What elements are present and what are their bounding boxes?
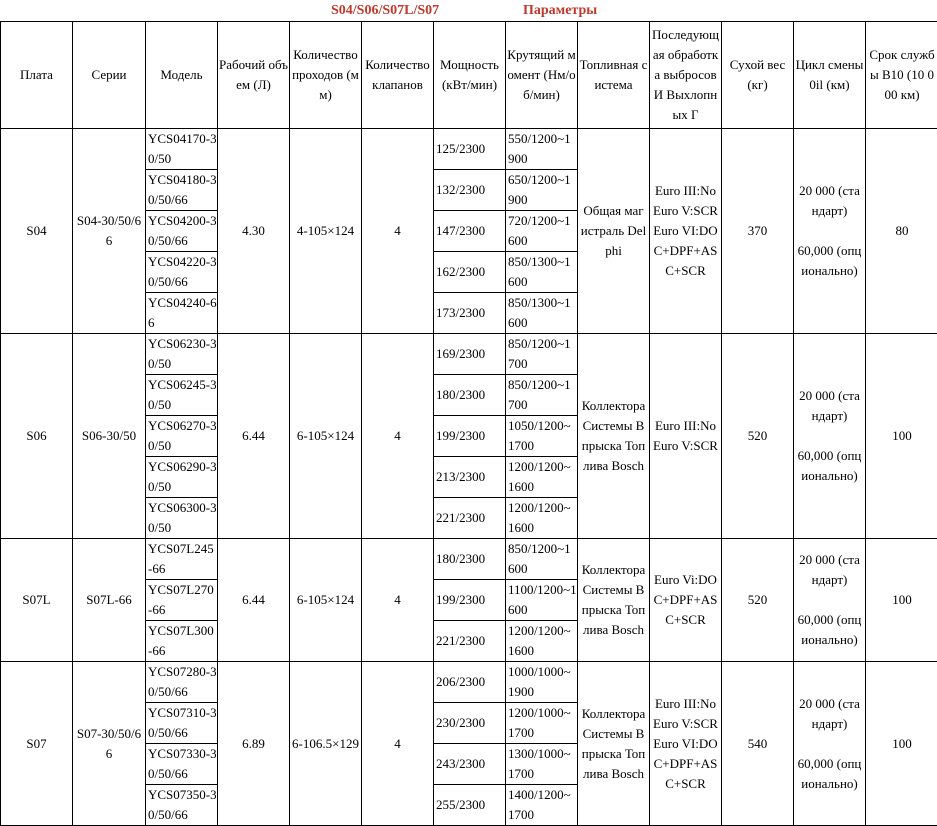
cell-emission: Euro III:No Euro V:SCR Euro VI:DOC+DPF+ASC+SCR [650,129,722,334]
cell-model: YCS07310-30/50/66 [146,703,218,744]
cell-dry-weight: 370 [722,129,794,334]
cell-power: 199/2300 [434,580,506,621]
cell-cylinders: 6-106.5×129 [290,662,362,826]
cell-torque: 1200/1200~1600 [506,498,578,539]
header-cylinders: Количество проходов (мм) [290,22,362,129]
cell-b10: 100 [866,334,937,539]
cell-model: YCS06245-30/50 [146,375,218,416]
cell-series: S07-30/50/66 [73,662,146,826]
table-body [1,129,937,826]
cell-plate: S07L [1,539,73,662]
cell-oil-cycle [794,539,866,662]
cell-plate: S04 [1,129,73,334]
header-power: Мощность (кВт/мин) [434,22,506,129]
cell-torque: 1200/1000~1700 [506,703,578,744]
header-fuel-system: Топливная система [578,22,650,129]
cell-torque: 1050/1200~1700 [506,416,578,457]
cell-power: 213/2300 [434,457,506,498]
cell-power: 147/2300 [434,211,506,252]
cell-oil-cycle [794,129,866,334]
cell-power: 206/2300 [434,662,506,703]
cell-model: YCS07350-30/50/66 [146,785,218,826]
cell-model: YCS07L300-66 [146,621,218,662]
cell-dry-weight: 520 [722,334,794,539]
oil-standard: 20 000 (стандарт) [796,181,863,221]
cell-torque: 1000/1000~1900 [506,662,578,703]
cell-valves: 4 [362,129,434,334]
cell-valves: 4 [362,539,434,662]
cell-model: YCS06300-30/50 [146,498,218,539]
cell-model: YCS06290-30/50 [146,457,218,498]
cell-emission: Euro Vi:DOC+DPF+ASC+SCR [650,539,722,662]
cell-series: S06-30/50 [73,334,146,539]
cell-torque: 850/1300~1600 [506,252,578,293]
table-row [1,129,937,170]
cell-emission: Euro III:No Euro V:SCR Euro VI:DOC+DPF+ASC+SCR [650,662,722,826]
oil-standard: 20 000 (стандарт) [796,694,863,734]
cell-model: YCS07280-30/50/66 [146,662,218,703]
oil-optional: 60,000 (опционально) [796,241,863,281]
header-model: Модель [146,22,218,129]
cell-model: YCS04180-30/50/66 [146,170,218,211]
title-models: S04/S06/S07L/S07 [331,3,439,19]
cell-torque: 650/1200~1900 [506,170,578,211]
cell-cylinders: 4-105×124 [290,129,362,334]
cell-power: 173/2300 [434,293,506,334]
cell-displacement: 4.30 [218,129,290,334]
cell-model: YCS04220-30/50/66 [146,252,218,293]
cell-fuel-system: Общая магистраль Delphi [578,129,650,334]
header-oil-cycle: Цикл смены 0il (км) [794,22,866,129]
table-row [1,334,937,375]
cell-power: 199/2300 [434,416,506,457]
cell-cylinders: 6-105×124 [290,539,362,662]
cell-model: YCS04240-66 [146,293,218,334]
oil-standard: 20 000 (стандарт) [796,386,863,426]
cell-dry-weight: 540 [722,662,794,826]
cell-oil-cycle [794,334,866,539]
cell-power: 221/2300 [434,621,506,662]
header-emission: Последующая обработка выбросов И Выхлопных Г [650,22,722,129]
header-plate: Плата [1,22,73,129]
cell-plate: S06 [1,334,73,539]
cell-b10: 100 [866,539,937,662]
cell-power: 243/2300 [434,744,506,785]
cell-power: 162/2300 [434,252,506,293]
cell-model: YCS07330-30/50/66 [146,744,218,785]
cell-oil-cycle [794,662,866,826]
cell-torque: 1200/1200~1600 [506,457,578,498]
oil-optional: 60,000 (опционально) [796,446,863,486]
header-valves: Количество клапанов [362,22,434,129]
cell-valves: 4 [362,334,434,539]
cell-torque: 850/1200~1700 [506,334,578,375]
header-series: Серии [73,22,146,129]
cell-model: YCS07L270-66 [146,580,218,621]
oil-standard: 20 000 (стандарт) [796,550,863,590]
cell-power: 169/2300 [434,334,506,375]
header-dry-weight: Сухой вес (кг) [722,22,794,129]
cell-fuel-system: Коллектора Системы Впрыска Топлива Bosch [578,539,650,662]
cell-fuel-system: Коллектора Системы Впрыска Топлива Bosch [578,334,650,539]
engine-spec-table [0,21,937,826]
cell-model: YCS06230-30/50 [146,334,218,375]
header-b10-life: Срок службы В10 (10 000 км) [866,22,937,129]
cell-power: 255/2300 [434,785,506,826]
cell-power: 132/2300 [434,170,506,211]
cell-plate: S07 [1,662,73,826]
cell-torque: 1200/1200~1600 [506,621,578,662]
cell-series: S07L-66 [73,539,146,662]
cell-torque: 1300/1000~1700 [506,744,578,785]
cell-valves: 4 [362,662,434,826]
table-row [1,539,937,580]
table-row [1,662,937,703]
cell-torque: 1400/1200~1700 [506,785,578,826]
header-displacement: Рабочий объем (Л) [218,22,290,129]
cell-displacement: 6.44 [218,539,290,662]
cell-torque: 850/1200~1700 [506,375,578,416]
cell-model: YCS04170-30/50 [146,129,218,170]
title-parameters: Параметры [523,3,597,19]
title-bar [0,0,937,22]
cell-b10: 100 [866,662,937,826]
cell-model: YCS04200-30/50/66 [146,211,218,252]
cell-torque: 550/1200~1900 [506,129,578,170]
cell-model: YCS06270-30/50 [146,416,218,457]
cell-dry-weight: 520 [722,539,794,662]
cell-power: 230/2300 [434,703,506,744]
header-torque: Крутящий момент (Нм/об/мин) [506,22,578,129]
cell-cylinders: 6-105×124 [290,334,362,539]
cell-series: S04-30/50/66 [73,129,146,334]
cell-torque: 720/1200~1600 [506,211,578,252]
cell-b10: 80 [866,129,937,334]
cell-torque: 850/1300~1600 [506,293,578,334]
cell-fuel-system: Коллектора Системы Впрыска Топлива Bosch [578,662,650,826]
cell-power: 221/2300 [434,498,506,539]
cell-power: 180/2300 [434,375,506,416]
oil-optional: 60,000 (опционально) [796,610,863,650]
header-row [1,22,937,129]
oil-optional: 60,000 (опционально) [796,754,863,794]
cell-model: YCS07L245-66 [146,539,218,580]
cell-torque: 850/1200~1600 [506,539,578,580]
cell-emission: Euro III:No Euro V:SCR [650,334,722,539]
cell-power: 180/2300 [434,539,506,580]
cell-displacement: 6.44 [218,334,290,539]
cell-power: 125/2300 [434,129,506,170]
cell-displacement: 6.89 [218,662,290,826]
cell-torque: 1100/1200~1600 [506,580,578,621]
